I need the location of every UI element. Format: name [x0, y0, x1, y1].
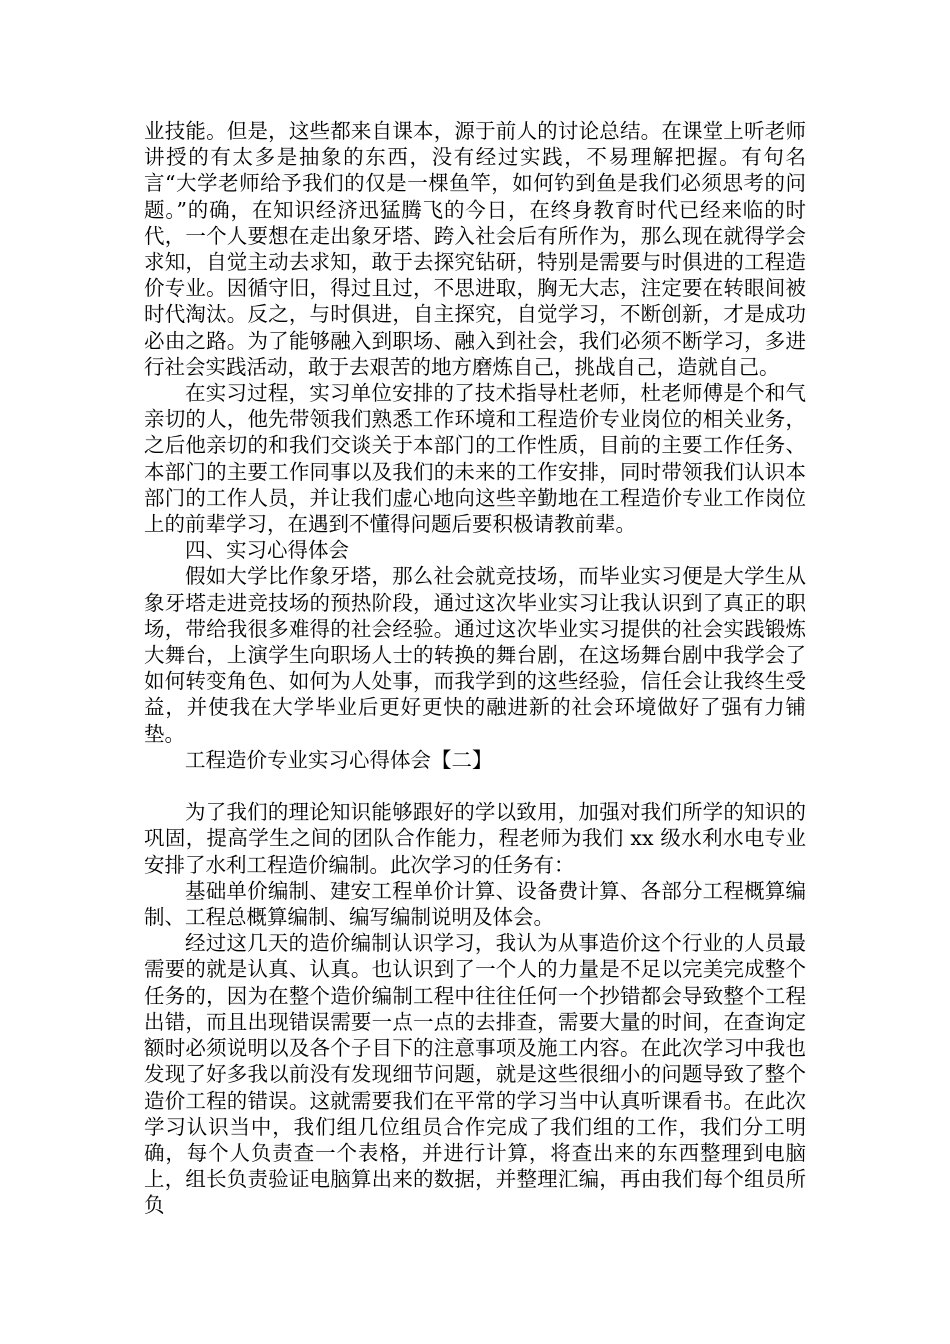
- paragraph-2: 在实习过程，实习单位安排的了技术指导杜老师，杜老师傅是个和气亲切的人，他先带领我们熟悉工作环境和工程造价专业岗位的相关业务，之后他亲切的和我们交谈关于本部门的工作性质，目前的主要工作任务、本部门的主要工作同事以及我们的未来的工作安排，同时带领我们认识本部门的工作人员，并让我们虚心地向这些辛勤地在工程造价专业工作岗位上的前辈学习，在遇到不懂得问题后要积极请教前辈。: [144, 381, 806, 537]
- paragraph-1: 业技能。但是，这些都来自课本，源于前人的讨论总结。在课堂上听老师讲授的有太多是抽象的东西，没有经过实践，不易理解把握。有句名言“大学老师给予我们的仅是一棵鱼竿，如何钓到鱼是我们必须思考的问题。”的确，在知识经济迅猛腾飞的今日，在终身教育时代已经来临的时代，一个人要想在走出象牙塔、跨入社会后有所作为，那么现在就得学会求知，自觉主动去求知，敢于去探究钻研，特别是需要与时俱进的工程造价专业。因循守旧，得过且过，不思进取，胸无大志，注定要在转眼间被时代淘汰。反之，与时俱进，自主探究，自觉学习，不断创新，才是成功必由之路。为了能够融入到职场、融入到社会，我们必须不断学习，多进行社会实践活动，敢于去艰苦的地方磨炼自己，挑战自己，造就自己。: [144, 119, 806, 379]
- document-page: [144, 118, 806, 1219]
- paragraph-6: 经过这几天的造价编制认识学习，我认为从事造价这个行业的人员最需要的就是认真、认真。也认识到了一个人的力量是不足以完美完成整个任务的，因为在整个造价编制工程中往往任何一个抄错都会导致整个工程出错，而且出现错误需要一点一点的去排查，需要大量的时间，在查询定额时必须说明以及各个子目下的注意事项及施工内容。在此次学习中我也发现了好多我以前没有发现细节问题，就是这些很细小的问题导致了整个造价工程的错误。这就需要我们在平常的学习当中认真听课看书。在此次学习认识当中，我们组几位组员合作完成了我们组的工作，我们分工明确，每个人负责查一个表格，并进行计算，将查出来的东西整理到电脑上，组长负责验证电脑算出来的数据，并整理汇编，再由我们每个组员所负: [144, 931, 806, 1218]
- paragraph-3: 假如大学比作象牙塔，那么社会就竞技场，而毕业实习便是大学生从象牙塔走进竞技场的预热阶段，通过这次毕业实习让我认识到了真正的职场，带给我很多难得的社会经验。通过这次毕业实习提供的社会实践锻炼大舞台，上演学生向职场人士的转换的舞台剧，在这场舞台剧中我学会了如何转变角色、如何为人处事，而我学到的这些经验，信任会让我终生受益，并使我在大学毕业后更好更快的融进新的社会环境做好了强有力铺垫。: [144, 564, 806, 746]
- blank-line: [144, 773, 806, 799]
- section-heading: 四、实习心得体会: [185, 538, 349, 563]
- article-title: 工程造价专业实习心得体会【二】: [185, 747, 493, 772]
- paragraph-5: 基础单价编制、建安工程单价计算、设备费计算、各部分工程概算编制、工程总概算编制、编写编制说明及体会。: [144, 878, 806, 930]
- paragraph-4: 为了我们的理论知识能够跟好的学以致用，加强对我们所学的知识的巩固，提高学生之间的团队合作能力，程老师为我们 xx 级水利水电专业安排了水利工程造价编制。此次学习的任务有：: [144, 800, 806, 877]
